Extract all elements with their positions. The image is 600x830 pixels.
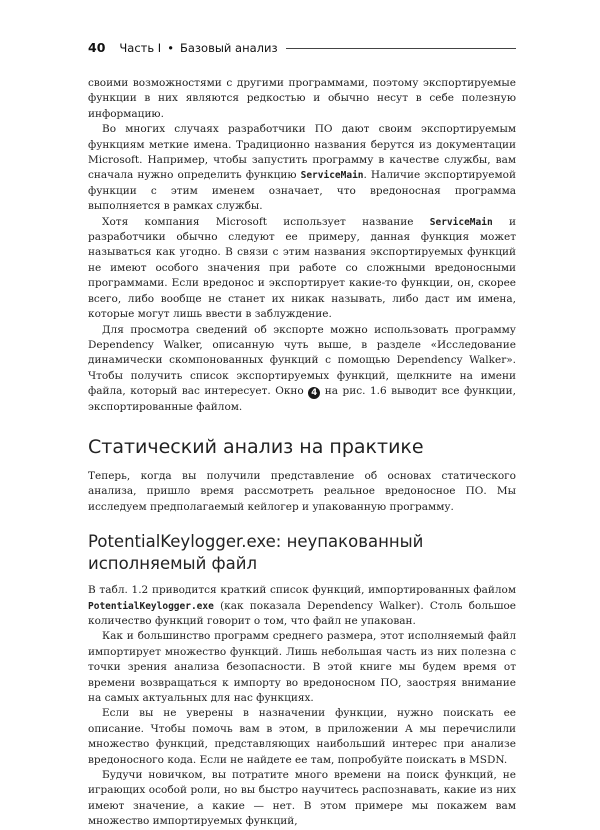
paragraph-continuation: своими возможностями с другими программами, поэтому экспортируемые функции в них являются редкостью и обычно несут в себе полезную информацию. <box>88 77 516 120</box>
paragraph-dependency-walker: Для просмотра сведений об экспорте можно использовать программу Dependency Walker, описанную чуть выше, в разделе «Исследование динамически скомпонованных функций с помощью Dependency Walker». Чтобы получить список экспортируемых функций, щелкните на имени файла, который вас интересует. Окно 4 на рис. 1.6 выводит все функции, экспортированные файлом. <box>88 323 516 413</box>
section-heading-static-analysis: Статический анализ на практике <box>88 435 424 458</box>
paragraph-servicemain-naming: Хотя компания Microsoft использует название ServiceMain и разработчики обычно следуют ее примеру, данная функция может называться как угодно. В связи с этим названия экспортируемых функций не имеют особого значения при работе со сложными вредоносными программами. Если вредонос и экспортирует какие-то функции, он, скорее всего, либо вообще не станет их никак называть, либо даст им имена, которые могут лишь ввести в заблуждение. <box>88 215 516 321</box>
code-potentialkeylogger: PotentialKeylogger.exe <box>88 600 214 612</box>
paragraph-beginner: Будучи новичком, вы потратите много времени на поиск функций, не играющих особой роли, но вы быстро научитесь распознавать, какие из них имеют значение, а какие — нет. В этом примере мы покажем вам множество импортируемых функций, <box>88 769 516 828</box>
header-rule <box>286 48 516 49</box>
chapter-title: Базовый анализ <box>179 41 278 55</box>
code-servicemain-2: ServiceMain <box>429 216 493 228</box>
header-bullet: • <box>167 41 174 55</box>
subsection-heading-keylogger: PotentialKeylogger.exe: неупакованный исполняемый файл <box>88 532 424 574</box>
part-label: Часть I <box>119 41 162 55</box>
paragraph-imports: Как и большинство программ среднего размера, этот исполняемый файл импортирует множество функций. Лишь небольшая часть из них полезна с точки зрения анализа безопасности. В этой книге мы будем время от времени возвращаться к импорту во вредоносном ПО, заостряя внимание на самых актуальных для нас функциях. <box>88 630 516 704</box>
page-number: 40 <box>88 40 106 55</box>
paragraph-table-reference: В табл. 1.2 приводится краткий список функций, импортированных файлом PotentialKeylogger.exe (как показала Dependency Walker). Столь большое количество функций говорит о том, что файл не упакован. <box>88 584 516 627</box>
code-servicemain: ServiceMain <box>300 170 364 182</box>
running-header <box>88 40 516 55</box>
paragraph-intro-practice: Теперь, когда вы получили представление об основах статического анализа, пришло время рассмотреть реальное вредоносное ПО. Мы исследуем предполагаемый кейлогер и упакованную программу. <box>88 469 516 513</box>
callout-marker-4: 4 <box>308 387 320 399</box>
paragraph-lookup: Если вы не уверены в назначении функции, нужно поискать ее описание. Чтобы помочь вам в этом, в приложении А мы перечислили множество функций, представляющих наибольший интерес при анализе вредоносного кода. Если не найдете ее там, попробуйте поискать в MSDN. <box>88 707 516 766</box>
page-body <box>88 76 516 830</box>
paragraph-export-names: Во многих случаях разработчики ПО дают своим экспортируемым функциям меткие имена. Традиционно названия берутся из документации Microsoft. Например, чтобы запустить программу в качестве службы, вам сначала нужно определить функцию ServiceMain. Наличие экспортируемой функции с этим именем означает, что вредоносная программа выполняется в рамках службы. <box>88 123 516 213</box>
